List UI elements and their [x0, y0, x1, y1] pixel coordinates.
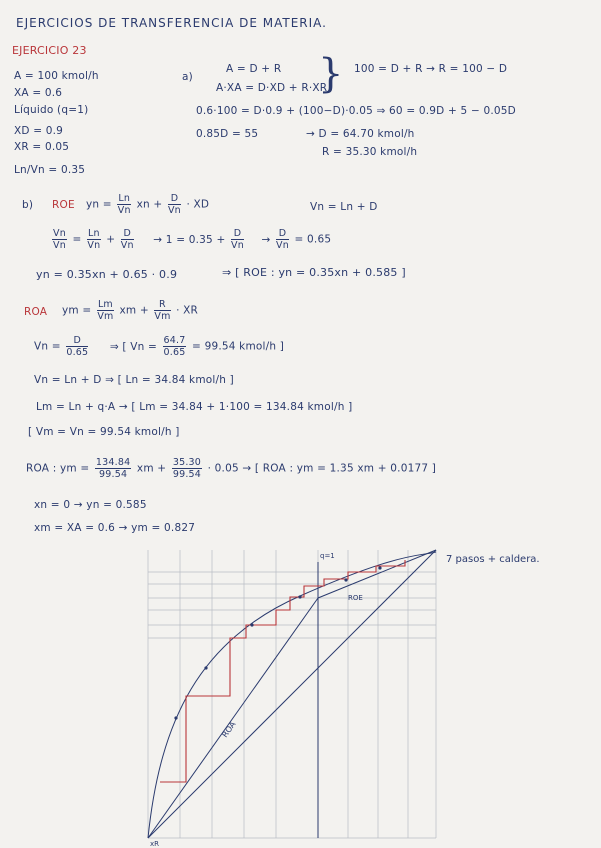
roe-label: ROE	[52, 199, 75, 211]
roe-general-eq: yn = $\frac{Ln}{Vn}$ xn + $\frac{D}{Vn}$ · XD	[86, 193, 210, 216]
roa-substituted: ROA : ym = $\frac{134.84}{99.54}$ xm + $\frac{35.30}{99.54}$ · 0.05 → [ ROA : ym = 1.35 xm + 0.0177 ]	[26, 457, 437, 480]
data-flow-a: A = 100 kmol/h	[14, 70, 99, 82]
roe-substituted: yn = 0.35xn + 0.65 · 0.9	[36, 268, 178, 281]
balance-eq-r: 100 = D + R → R = 100 − D	[354, 63, 508, 75]
balance-global: A = D + R	[226, 63, 282, 75]
data-xa: XA = 0.6	[14, 87, 63, 99]
data-reflux-ratio: Ln/Vn = 0.35	[14, 164, 86, 176]
roa-general-eq: ym = $\frac{Lm}{Vm}$ xm + $\frac{R}{Vm}$ · XR	[62, 299, 199, 322]
roe-result: ⇒ [ ROE : yn = 0.35xn + 0.585 ]	[222, 266, 406, 279]
brace: }	[318, 51, 344, 97]
page-title: EJERCICIOS DE TRANSFERENCIA DE MATERIA.	[16, 16, 327, 30]
diagonal-line	[148, 550, 436, 838]
balance-component: A·XA = D·XD + R·XR	[216, 82, 328, 94]
data-xr: XR = 0.05	[14, 141, 70, 153]
exercise-label: EJERCICIO 23	[12, 44, 87, 57]
roa-graph-label: ROA	[220, 719, 238, 740]
vn-calc: Vn = $\frac{D}{0.65}$ ⇒ [ Vn = $\frac{64.7}{0.65}$ = 99.54 kmol/h ]	[34, 335, 285, 358]
vapor-balance: Vn = Ln + D	[310, 201, 378, 213]
q-line-label: q=1	[320, 552, 335, 560]
result-r: R = 35.30 kmol/h	[322, 146, 418, 158]
vm-calc: [ Vm = Vn = 99.54 kmol/h ]	[28, 426, 180, 438]
roe-graph-label: ROE	[348, 594, 363, 602]
balance-eq-d: 0.85D = 55	[196, 128, 259, 140]
data-liquid: Líquido (q=1)	[14, 104, 89, 116]
equilibrium-stages	[160, 560, 405, 782]
roe-line	[318, 550, 436, 598]
part-b-label: b)	[22, 199, 34, 211]
part-a-label: a)	[182, 71, 193, 83]
lm-calc: Lm = Ln + q·A → [ Lm = 34.84 + 1·100 = 134.84 kmol/h ]	[36, 401, 353, 413]
balance-eq-sub: 0.6·100 = D·0.9 + (100−D)·0.05 ⇒ 60 = 0.9D + 5 − 0.05D	[196, 105, 516, 117]
stages-note: 7 pasos + caldera.	[446, 554, 540, 565]
result-d: → D = 64.70 kmol/h	[306, 128, 415, 140]
point-xm: xm = XA = 0.6 → ym = 0.827	[34, 522, 196, 534]
xr-graph-label: xR	[150, 840, 160, 848]
ln-calc: Vn = Ln + D ⇒ [ Ln = 34.84 kmol/h ]	[34, 374, 234, 386]
data-xd: XD = 0.9	[14, 125, 64, 137]
point-xn: xn = 0 → yn = 0.585	[34, 499, 147, 511]
roa-line	[148, 598, 318, 838]
roa-label: ROA	[24, 306, 48, 318]
roe-ratio-eq: $\frac{Vn}{Vn}$ = $\frac{Ln}{Vn}$ + $\frac{D}{Vn}$ → 1 = 0.35 + $\frac{D}{Vn}$ → $\frac{D}{Vn}$ = 0.65	[53, 228, 332, 251]
equilibrium-points	[174, 566, 381, 719]
